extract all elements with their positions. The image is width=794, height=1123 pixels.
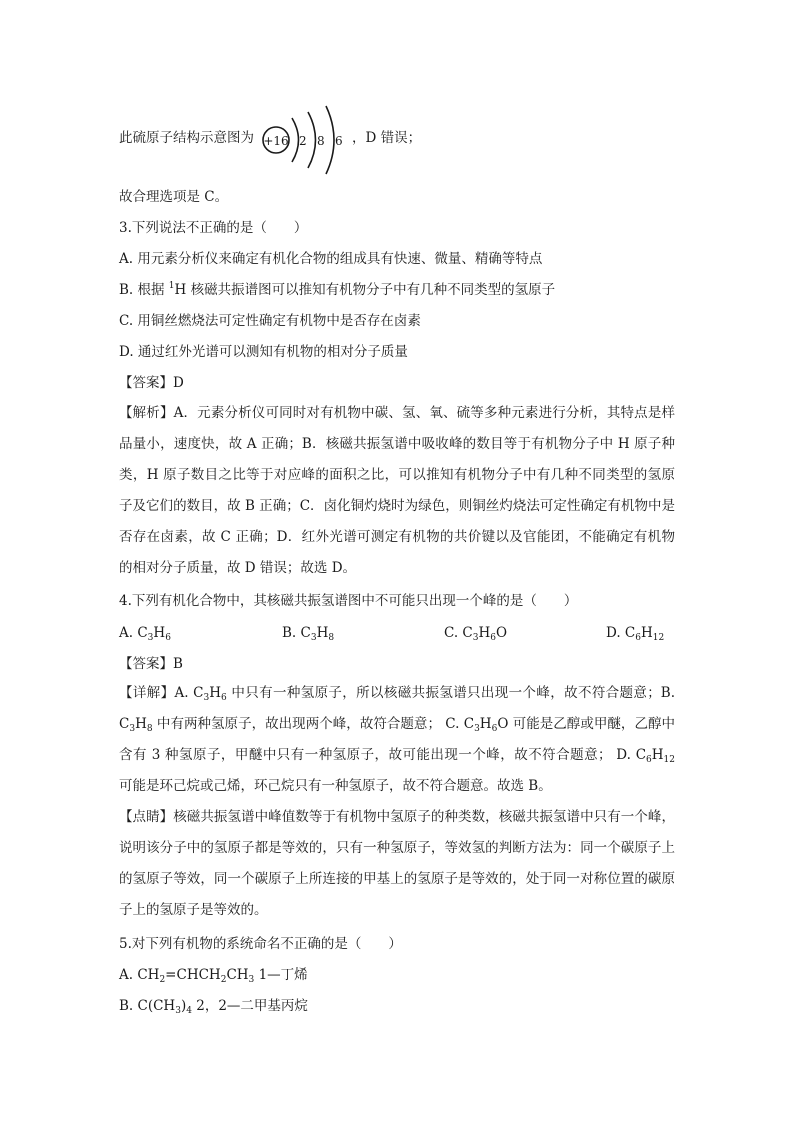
shell-1-count: 2 xyxy=(299,134,307,148)
nucleus-label: +16 xyxy=(263,134,289,148)
sulfur-atom-diagram xyxy=(259,104,354,176)
q5-option-b: B. $C(CH_3)_4$ 2，2—二甲基丙烷 xyxy=(119,998,308,1016)
q4-option-d: D. $C_6H_{12}$ xyxy=(606,625,665,643)
q5-option-a: A. $CH_2=CHCH_2CH_3$ 1—丁烯 xyxy=(119,967,308,985)
q4-option-b: B. $C_3H_8$ xyxy=(282,625,335,643)
q3-option-b-superscript: 1 xyxy=(168,281,175,291)
q3-stem: 3.下列说法不正确的是（ ） xyxy=(119,220,308,236)
shell-3-count: 6 xyxy=(335,134,343,148)
q4-option-a: A. $C_3H_6$ xyxy=(119,625,171,643)
q4-tip: 【点睛】核磁共振氢谱中峰值数等于有机物中氢原子的种类数，核磁共振氢谱中只有一个峰，说明该分子中的氢原子都是等效的，只有一种氢原子，等效氢的判断方法为：同一个碳原子上的氢原子等效，同一个碳原子上所连接的甲基上的氢原子是等效的，处于同一对称位置的碳原子上的氢原子是等效的。 xyxy=(119,809,675,918)
q3-option-d: D. 通过红外光谱可以测知有机物的相对分子质量 xyxy=(119,344,408,360)
sulfur-prefix-text: 此硫原子结构示意图为 xyxy=(119,130,254,146)
q3-option-a: A. 用元素分析仪来确定有机化合物的组成具有快速、微量、精确等特点 xyxy=(119,251,543,267)
sulfur-suffix-text: ，D 错误； xyxy=(352,130,422,146)
shell-arc-1 xyxy=(292,118,299,162)
q3-option-b-prefix: B. 根据 xyxy=(119,282,169,298)
q4-stem: 4.下列有机化合物中，其核磁共振氢谱图中不可能只出现一个峰的是（ ） xyxy=(119,593,578,609)
shell-2-count: 8 xyxy=(317,134,325,148)
q3-answer: 【答案】D xyxy=(119,375,184,391)
q3-analysis: 【解析】A．元素分析仪可同时对有机物中碳、氢、氧、硫等多种元素进行分析，其特点是样品量小，速度快，故 A 正确；B．核磁共振氢谱中吸收峰的数目等于有机物分子中 H 原子种类，H 原子数目之比等于对应峰的面积之比，可以推知有机物分子中有几种不同类型的氢原子及它们的数目，故 B 正确；C．卤化铜灼烧时为绿色，则铜丝灼烧法可定性确定有机物中是否存在卤素，故 C 正确；D．红外光谱可测定有机物的共价键以及官能团，不能确定有机物的相对分子质量，故 D 错误；故选 D。 xyxy=(119,405,675,576)
q3-option-b xyxy=(119,280,555,300)
q4-answer: 【答案】B xyxy=(119,656,183,672)
q4-option-c: C. $C_3H_6O$ xyxy=(444,625,508,643)
q4-detail: 【详解】A. $C_3H_6$ 中只有一种氢原子，所以核磁共振氢谱只出现一个峰，故不符合题意；B. $C_3H_8$ 中有两种氢原子，故出现两个峰，故符合题意； C. $C_3H_6O$ 可能是乙醇或甲醚，乙醇中含有 3 种氢原子，甲醚中只有一种氢原子，故可能出现一个峰，故不符合题意； D. $C_6H_{12}$ 可能是环己烷或己烯，环己烷只有一种氢原子，故不符合题意。故选 B。 xyxy=(119,685,675,794)
q5-stem: 5.对下列有机物的系统命名不正确的是（ ） xyxy=(119,936,402,952)
sulfur-suffix xyxy=(352,128,421,148)
q2-conclusion: 故合理选项是 C。 xyxy=(119,189,229,205)
sulfur-structure-line xyxy=(119,128,254,148)
q3-option-c: C. 用铜丝燃烧法可定性确定有机物中是否存在卤素 xyxy=(119,313,421,329)
q3-option-b-text: H 核磁共振谱图可以推知有机物分子中有几种不同类型的氢原子 xyxy=(174,282,556,298)
shell-arc-3 xyxy=(326,106,334,174)
shell-arc-2 xyxy=(308,112,316,168)
